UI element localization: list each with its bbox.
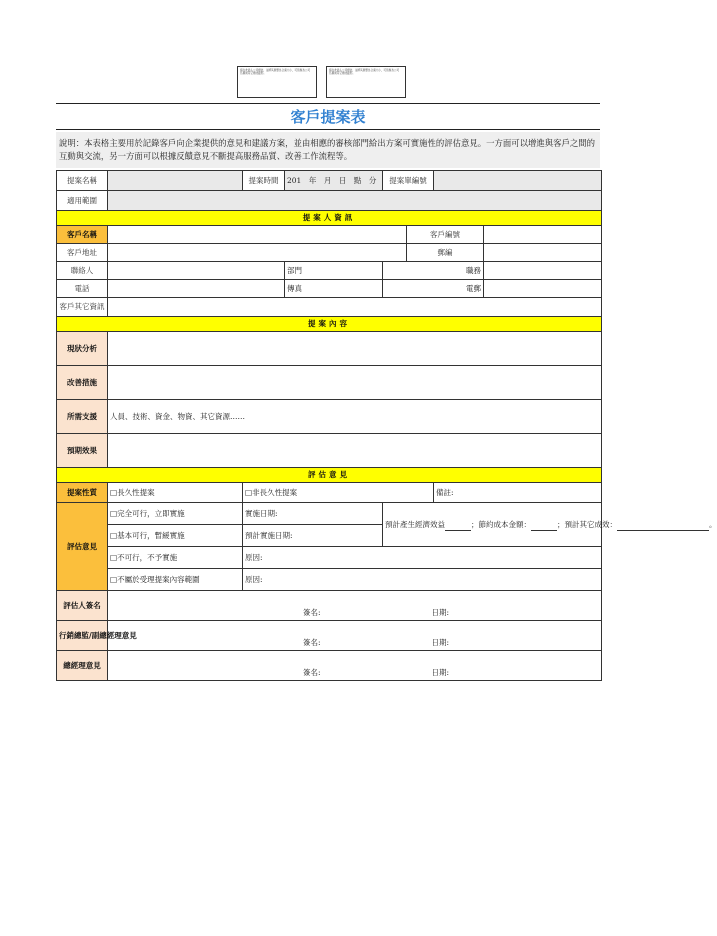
row-sales-opinion xyxy=(57,621,602,651)
field-proposal-time[interactable]: 201 年 月 日 點 分 xyxy=(285,171,383,191)
label-evaluator-sign: 評估人簽名 xyxy=(57,591,108,621)
section-title-evaluation: 評估意見 xyxy=(57,468,602,483)
label-customer-address: 客戶地址 xyxy=(57,244,108,262)
label-scope: 適用範圍 xyxy=(57,191,108,211)
company-logo-placeholder-left xyxy=(237,66,317,98)
field-postcode[interactable] xyxy=(484,244,602,262)
label-date: 日期: xyxy=(431,608,450,617)
label-benefit-prefix: 預計產生經濟效益 xyxy=(385,520,445,529)
row-contact xyxy=(57,262,602,280)
field-implement-date[interactable]: 實施日期: xyxy=(243,503,383,525)
field-reason-infeasible[interactable]: 原因: xyxy=(243,547,602,569)
label-gm-opinion: 總經理意見 xyxy=(57,651,108,681)
company-logo-placeholder-right xyxy=(326,66,406,98)
label-remark: 備註: xyxy=(436,487,454,497)
row-proposal-header xyxy=(57,171,602,191)
section-header-evaluation xyxy=(57,468,602,483)
field-expected-effect[interactable] xyxy=(108,434,602,468)
field-department[interactable] xyxy=(383,262,484,280)
header-divider xyxy=(56,103,600,104)
label-support-needed: 所需支援 xyxy=(57,400,108,434)
field-position[interactable] xyxy=(484,262,602,280)
label-benefit-end: 。 xyxy=(709,520,717,529)
section-header-content xyxy=(57,317,602,332)
input-other-effect[interactable] xyxy=(617,522,709,531)
label-other-info: 客戶其它資訊 xyxy=(57,298,108,317)
label-customer-name: 客戶名稱 xyxy=(57,226,108,244)
row-phone xyxy=(57,280,602,298)
form-title: 客戶提案表 xyxy=(290,108,366,126)
label-proposal-no: 提案單編號 xyxy=(383,171,434,191)
checkbox-non-long-term[interactable]: □非長久性提案 xyxy=(243,483,434,503)
checkbox-basic[interactable]: □基本可行，暫緩實施 xyxy=(108,525,243,547)
label-customer-no: 客戶編號 xyxy=(407,226,484,244)
label-sign: 簽名: xyxy=(303,608,321,617)
field-proposal-no[interactable] xyxy=(434,171,602,191)
description-text: 說明：本表格主要用於記錄客戶向企業提供的意見和建議方案，並由相應的審核部門給出方案可實施性的評估意見。一方面可以增進與客戶之間的互動與交流，另一方面可以根據反饋意見不斷提高服務品質、改善工作流程等。 xyxy=(59,138,595,161)
field-benefit[interactable] xyxy=(383,503,717,547)
label-phone: 電話 xyxy=(57,280,108,298)
field-customer-no[interactable] xyxy=(484,226,602,244)
label-date: 日期: xyxy=(431,638,450,647)
field-contact[interactable] xyxy=(108,262,285,280)
label-evaluation: 評估意見 xyxy=(57,503,108,591)
description-panel xyxy=(56,132,600,168)
label-benefit-save: ；節約成本金額： xyxy=(471,520,531,529)
field-customer-name[interactable] xyxy=(108,226,407,244)
field-current-analysis[interactable] xyxy=(108,332,602,366)
label-nature: 提案性質 xyxy=(57,483,108,503)
label-sign: 簽名: xyxy=(303,638,321,647)
row-customer-address xyxy=(57,244,602,262)
field-customer-address[interactable] xyxy=(108,244,407,262)
field-fax[interactable] xyxy=(383,280,484,298)
field-planned-date[interactable]: 預計實施日期: xyxy=(243,525,383,547)
field-improvement[interactable] xyxy=(108,366,602,400)
title-divider xyxy=(56,129,600,130)
field-other-info[interactable] xyxy=(108,298,602,317)
field-reason-out-scope[interactable]: 原因: xyxy=(243,569,602,591)
row-scope xyxy=(57,191,602,211)
input-benefit-amount[interactable] xyxy=(445,522,471,531)
section-header-proposer xyxy=(57,211,602,226)
checkbox-infeasible[interactable]: □不可行，不予實施 xyxy=(108,547,243,569)
field-proposal-name[interactable] xyxy=(108,171,243,191)
label-current-analysis: 現狀分析 xyxy=(57,332,108,366)
row-eval-feasible xyxy=(57,503,602,525)
row-customer-name xyxy=(57,226,602,244)
field-remark[interactable] xyxy=(434,483,602,503)
row-evaluator-sign xyxy=(57,591,602,621)
row-gm-opinion xyxy=(57,651,602,681)
label-date: 日期: xyxy=(431,668,450,677)
row-current-analysis xyxy=(57,332,602,366)
field-email[interactable] xyxy=(484,280,602,298)
label-expected-effect: 預期效果 xyxy=(57,434,108,468)
field-evaluator-sign[interactable] xyxy=(108,591,602,621)
label-position: 職務 xyxy=(466,265,481,275)
label-sales-opinion: 行銷總監/副總經理意見 xyxy=(57,621,108,651)
row-support-needed xyxy=(57,400,602,434)
field-phone[interactable] xyxy=(108,280,285,298)
label-fax: 傳真 xyxy=(285,280,383,298)
label-email: 電郵 xyxy=(466,283,481,293)
proposal-form-table xyxy=(56,170,717,681)
row-improvement xyxy=(57,366,602,400)
field-scope[interactable] xyxy=(108,191,602,211)
label-sign: 簽名: xyxy=(303,668,321,677)
field-gm-opinion[interactable] xyxy=(108,651,602,681)
logo-placeholder-text: 請在此插入公司標誌，並將其調整為合適大小，可替換為公司名稱或其它標誌圖形。 xyxy=(329,69,400,75)
label-benefit-mid: ；預計其它成效： xyxy=(557,520,617,529)
row-eval-infeasible xyxy=(57,547,602,569)
section-title-proposer: 提案人資訊 xyxy=(57,211,602,226)
label-proposal-time: 提案時間 xyxy=(243,171,285,191)
field-support-needed[interactable]: 人員、技術、資金、物資、其它資源…… xyxy=(108,400,602,434)
row-eval-out-scope xyxy=(57,569,602,591)
section-title-content: 提案內容 xyxy=(57,317,602,332)
row-expected-effect xyxy=(57,434,602,468)
checkbox-feasible[interactable]: □完全可行，立即實施 xyxy=(108,503,243,525)
label-proposal-name: 提案名稱 xyxy=(57,171,108,191)
row-other-info xyxy=(57,298,602,317)
logo-placeholder-text: 請在此插入公司標誌，並將其調整為合適大小，可替換為公司名稱或其它標誌圖形。 xyxy=(240,69,311,75)
field-sales-opinion[interactable] xyxy=(108,621,602,651)
label-contact: 聯絡人 xyxy=(57,262,108,280)
row-nature xyxy=(57,483,602,503)
label-improvement: 改善措施 xyxy=(57,366,108,400)
label-postcode: 郵編 xyxy=(407,244,484,262)
input-saving-amount[interactable] xyxy=(531,522,557,531)
label-department: 部門 xyxy=(285,262,383,280)
checkbox-out-scope[interactable]: □不屬於受理提案內容範圍 xyxy=(108,569,243,591)
checkbox-long-term[interactable]: □長久性提案 xyxy=(108,483,243,503)
